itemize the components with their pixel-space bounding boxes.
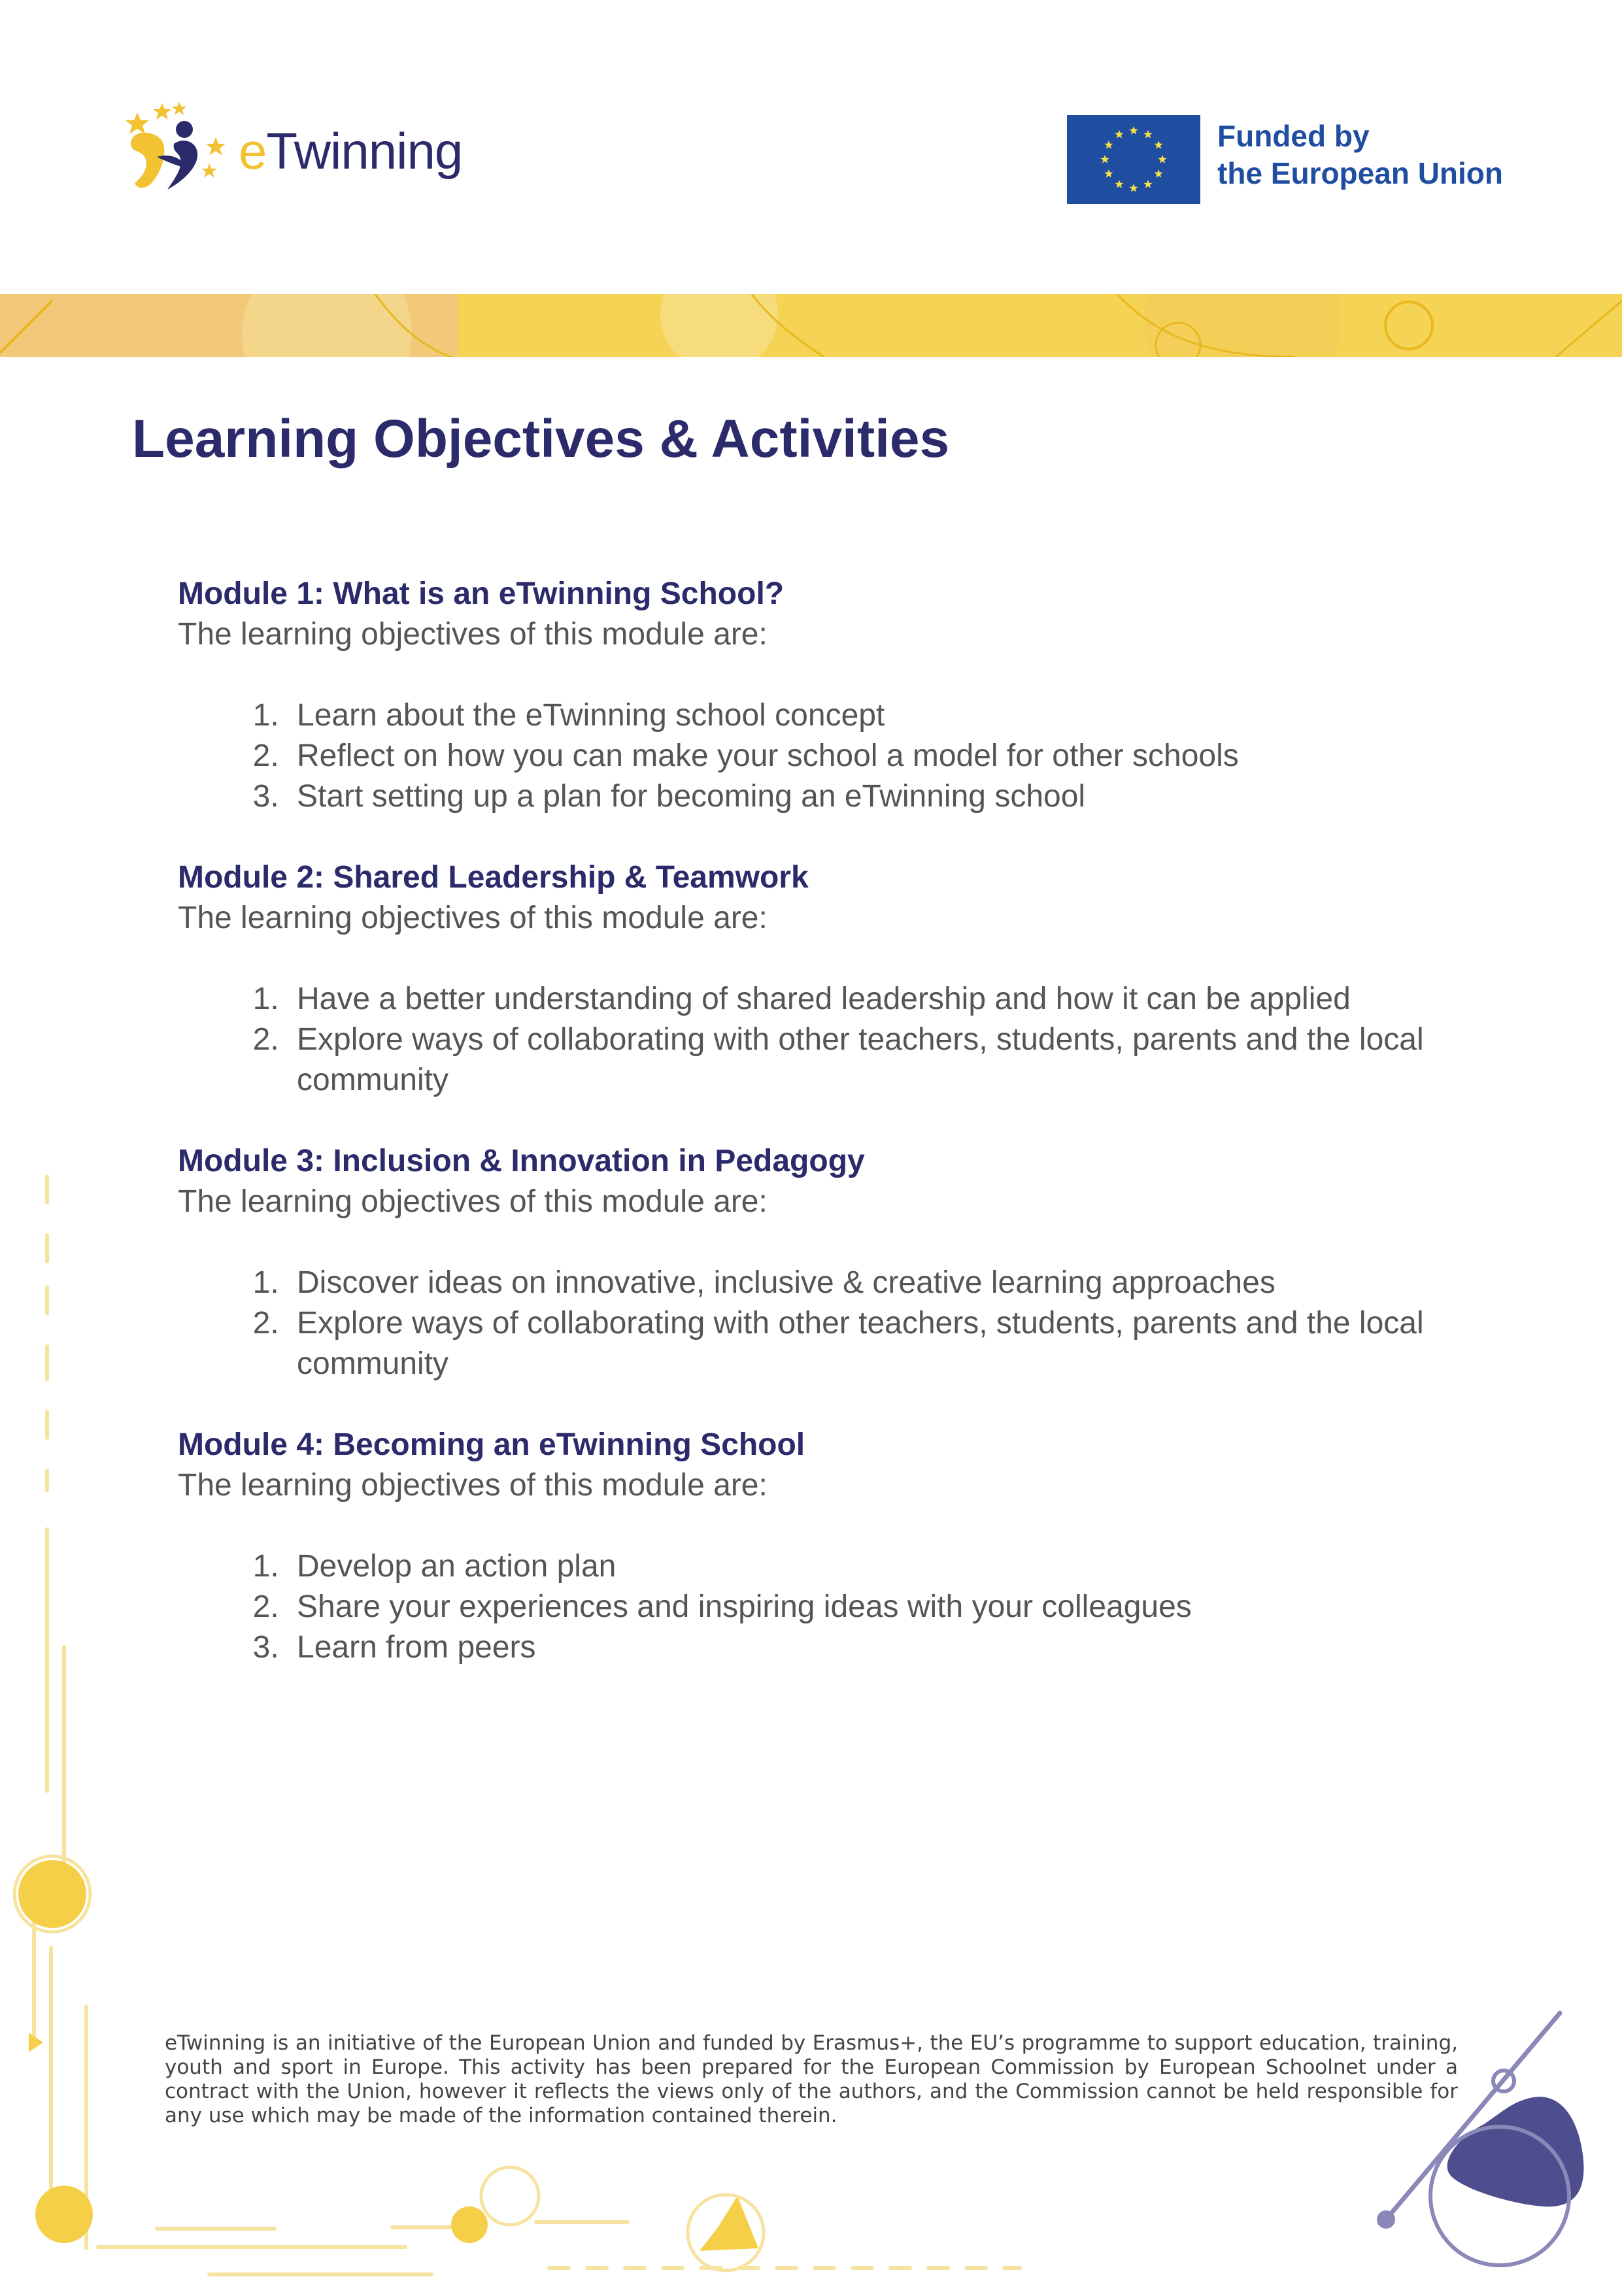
objective-item: 2. Explore ways of collaborating with other teachers, students, parents and the local community xyxy=(288,1303,1498,1384)
objective-item: 3. Learn from peers xyxy=(288,1627,1498,1668)
eu-star-icon xyxy=(1104,141,1113,149)
module-2 xyxy=(178,857,1498,1101)
eu-star-icon xyxy=(1115,130,1123,139)
module-title: Module 4: Becoming an eTwinning School xyxy=(178,1427,805,1462)
eu-funding-logo xyxy=(1067,115,1512,204)
objective-item: 1. Discover ideas on innovative, inclusive & creative learning approaches xyxy=(288,1263,1498,1303)
header-decorative-band xyxy=(0,294,1622,357)
eu-star-icon xyxy=(1143,180,1152,188)
etwinning-wordmark: eTwinning xyxy=(239,122,463,180)
module-1 xyxy=(178,574,1498,817)
eu-stars-icon xyxy=(1067,115,1200,204)
objectives-list xyxy=(178,979,1498,1101)
objective-item: 2. Share your experiences and inspiring ideas with your colleagues xyxy=(288,1587,1498,1627)
objective-item: 3. Start setting up a plan for becoming an eTwinning school xyxy=(288,776,1498,817)
objectives-list xyxy=(178,695,1498,817)
module-title: Module 3: Inclusion & Innovation in Pedagogy xyxy=(178,1144,865,1178)
etwinning-logo xyxy=(111,98,463,209)
eu-star-icon xyxy=(1104,169,1113,178)
eu-star-icon xyxy=(1129,126,1138,135)
eu-star-icon xyxy=(1154,141,1162,149)
objective-item: 1. Learn about the eTwinning school concept xyxy=(288,695,1498,736)
eu-star-icon xyxy=(1129,184,1138,192)
funded-by-text: Funded by the European Union xyxy=(1217,119,1503,190)
module-title: Module 2: Shared Leadership & Teamwork xyxy=(178,860,809,895)
page-title: Learning Objectives & Activities xyxy=(132,409,950,469)
footer-disclaimer: eTwinning is an initiative of the European Union and funded by Erasmus+, the EU’s programme to support education, training, youth and sport in Europe. This activity has been prepared for the European Commission by European Schoolnet under a contract with the Union, however it reflects the views only of the authors, and the Commission cannot be held responsible for any use which may be made of the information contained therein. xyxy=(165,2031,1458,2127)
eu-star-icon xyxy=(1115,180,1123,188)
eu-flag-icon xyxy=(1067,115,1200,204)
etwinning-figures-icon xyxy=(111,98,235,209)
module-intro: The learning objectives of this module are: xyxy=(178,617,768,652)
module-title: Module 1: What is an eTwinning School? xyxy=(178,576,785,611)
eu-star-icon xyxy=(1100,155,1109,163)
objective-item: 1. Develop an action plan xyxy=(288,1546,1498,1587)
module-intro: The learning objectives of this module are: xyxy=(178,901,768,935)
module-intro: The learning objectives of this module are: xyxy=(178,1184,768,1219)
objective-item: 2. Explore ways of collaborating with other teachers, students, parents and the local community xyxy=(288,1020,1498,1101)
objective-item: 2. Reflect on how you can make your school a model for other schools xyxy=(288,736,1498,776)
objective-item: 1. Have a better understanding of shared leadership and how it can be applied xyxy=(288,979,1498,1020)
module-intro: The learning objectives of this module are: xyxy=(178,1468,768,1503)
eu-star-icon xyxy=(1143,130,1152,139)
eu-star-icon xyxy=(1154,169,1162,178)
eu-star-icon xyxy=(1158,155,1166,163)
